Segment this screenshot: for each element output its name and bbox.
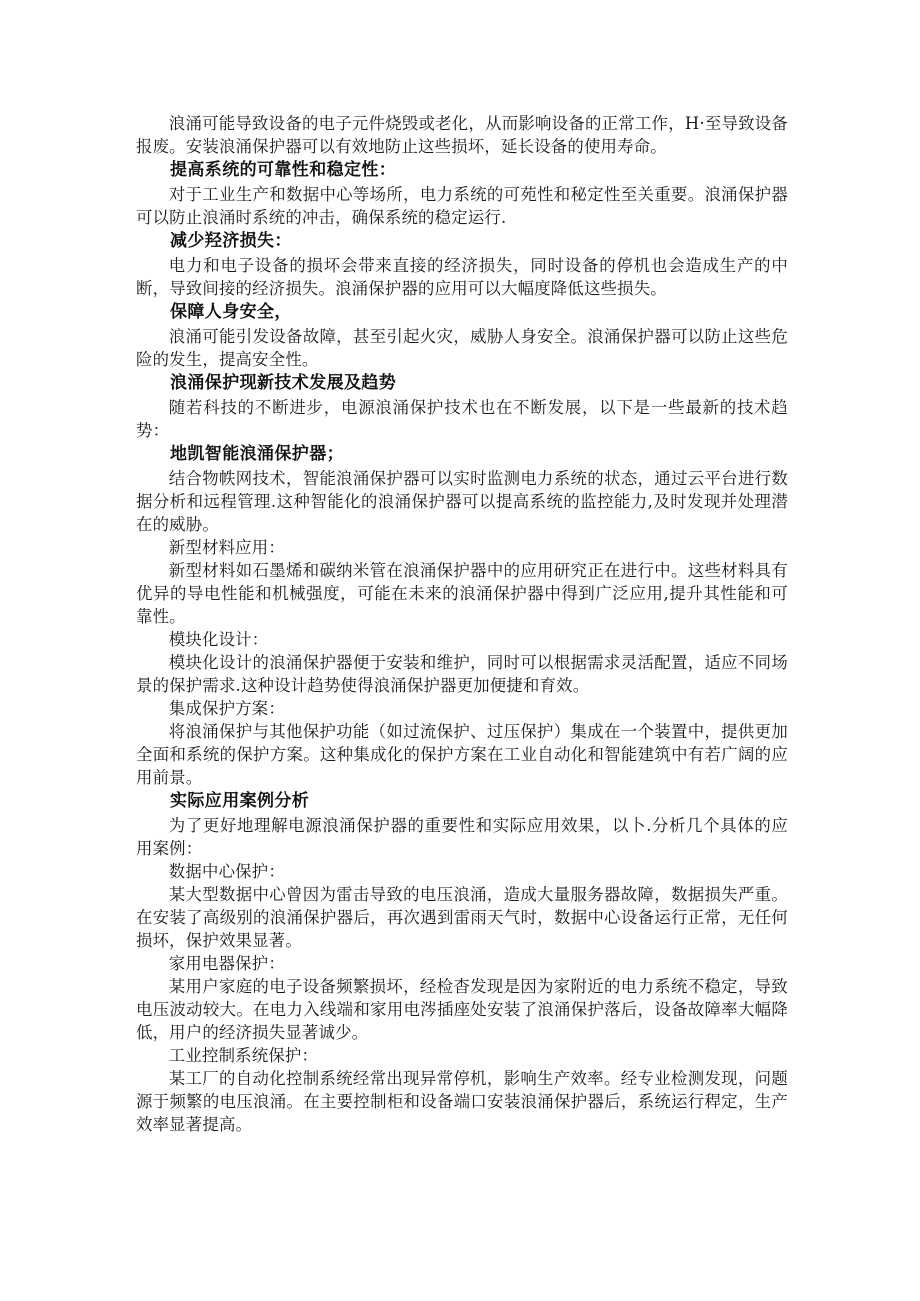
paragraph-reliability: 对于工业生产和数据中心等场所，电力系统的可苑性和秘定性至关重要。浪涌保护器可以防止浪涌时系统的冲击，确保系统的稳定运行. [136, 185, 788, 227]
paragraph-case-intro: 为了更好地理解电源浪涌保护器的重要性和实际应用效果，以卜.分析几个具体的应用案例： [136, 816, 788, 858]
paragraph-modular-design: 模块化设计的浪涌保护器便于安装和维护，同时可以根据需求灵活配置，适应不同场景的保护需求.这种设计趋势使得浪涌保护器更加便捷和育效。 [136, 653, 788, 695]
heading-smart-spd: 地凯智能浪涌保护器； [170, 444, 344, 464]
subheading-data-center: 数据中心保护： [168, 862, 285, 881]
subheading-industrial-control: 工业控制系统保护： [168, 1046, 319, 1065]
subheading-new-materials: 新型材料应用： [168, 538, 285, 557]
paragraph-data-center: 某大型数据中心曾因为雷击导致的电压浪涌，造成大量服务器故障，数据损失严重。在安装了高级别的浪涌保护器后，再次遇到雷雨天气时，数据中心设备运行正常，无任何损坏，保护效果显著。 [136, 885, 788, 950]
paragraph-new-tech-intro: 随若科技的不断进步，电源浪涌保护技术也在不断发展，以下是一些最新的技术趋势： [136, 398, 788, 440]
subheading-household: 家用电器保护： [168, 954, 285, 973]
paragraph-integrated-protection: 将浪涌保护与其他保护功能（如过流保护、过压保护）集成在一个装置中，提供更加全面和系统的保护方案。这种集成化的保护方案在工业自动化和智能建筑中有若广阔的应用前景。 [136, 722, 788, 787]
heading-personal-safety: 保障人身安全， [170, 302, 292, 322]
paragraph-surge-damage: 浪涌可能导致设备的电子元件烧毁或老化，从而影响设备的正常工作，H·至导致设备报废。安装浪涌保护器可以有效地防止这些损坏，延长设备的使用寿命。 [136, 114, 788, 156]
paragraph-new-materials: 新型材料如石墨烯和碳纳米管在浪涌保护器中的应用研究正在进行中。这些材料具有优异的导电性能和机械强度，可能在未来的浪涌保护器中得到广泛应用,提升其性能和可靠性。 [136, 561, 788, 626]
subheading-integrated-protection: 集成保护方案： [168, 699, 285, 718]
paragraph-industrial-control: 某工厂的自动化控制系统经常出现异常停机，影响生产效率。经专业检测发现，问题源于频繁的电压浪涌。在主要控制柜和设备端口安装浪涌保护器后，系统运行稈定，生产效率显著提高。 [136, 1069, 788, 1134]
paragraph-personal-safety: 浪涌可能引发设备故障，甚至引起火灾，威胁人身安全。浪涌保护器可以防止这些危险的发生，提高安全性。 [136, 327, 788, 369]
heading-case-analysis: 实际应用案例分析 [170, 791, 310, 811]
heading-economic-loss: 减少羟济损失： [170, 231, 292, 251]
heading-reliability: 提高系统的可靠性和稳定性： [170, 160, 397, 180]
subheading-modular-design: 模块化设计： [168, 630, 269, 649]
heading-new-tech-trends: 浪涌保护现新技术发展及趋势 [170, 373, 397, 393]
paragraph-household: 某用户家庭的电子设备频繁损坏，经检杳发现是因为家附近的电力系统不稳定，导致电压波动较大。在电力入线端和家用电涔插座处安装了浪涌保护落后，设备故障率大幅降低，用户的经济损失显著诚少。 [136, 977, 788, 1042]
paragraph-smart-spd: 结合物帙网技术，智能浪涌保护器可以实时监测电力系统的状态，通过云平台进行数据分析和远程管理.这种智能化的浪涌保护器可以提高系统的监控能力,及时发现并处理潜在的威胁。 [136, 469, 788, 534]
document-body [136, 112, 788, 1136]
paragraph-economic-loss: 电力和电子设备的损坏会带来直接的经济损失，同时设备的停机也会造成生产的中断，导致间接的经济损失。浪涌保护器的应用可以大幅度降低这些损失。 [136, 256, 788, 298]
